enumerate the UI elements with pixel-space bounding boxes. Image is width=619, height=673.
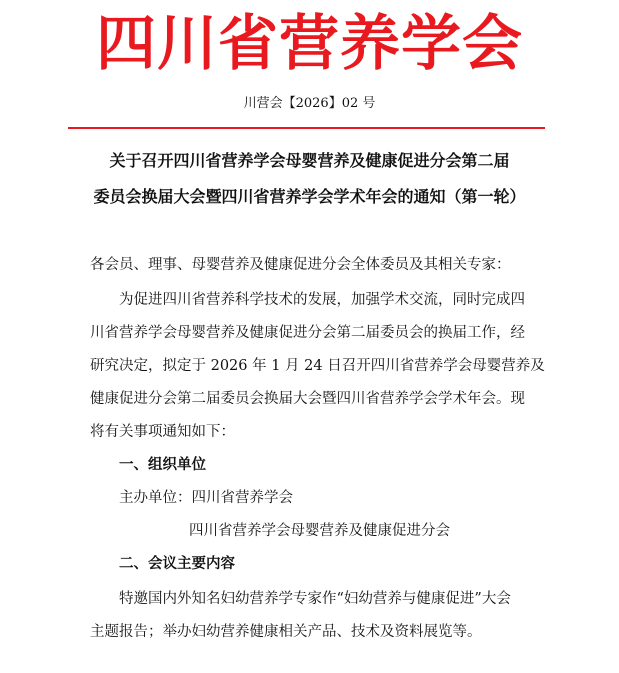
- intro-line: 研究决定，拟定于 2026 年 1 月 24 日召开四川省营养学会母婴营养及: [90, 358, 545, 374]
- document-number: 川营会【2026】02 号: [243, 96, 376, 111]
- organization-letterhead: 四川省营养学会: [96, 9, 523, 79]
- content-line: 主题报告；举办妇幼营养健康相关产品、技术及资料展览等。: [90, 624, 482, 640]
- host-organizer: 主办单位：四川省营养学会: [119, 490, 293, 506]
- intro-line: 川省营养学会母婴营养及健康促进分会第二届委员会的换届工作，经: [90, 325, 525, 341]
- salutation: 各会员、理事、母婴营养及健康促进分会全体委员及其相关专家：: [90, 257, 511, 273]
- section-heading-organizers: 一、组织单位: [119, 456, 206, 473]
- content-line: 特邀国内外知名妇幼营养学专家作“妇幼营养与健康促进”大会: [119, 591, 511, 607]
- host-organizer-second: 四川省营养学会母婴营养及健康促进分会: [189, 523, 450, 539]
- notice-title-line-1: 关于召开四川省营养学会母婴营养及健康促进分会第二届: [109, 151, 510, 170]
- intro-line: 为促进四川省营养科学技术的发展，加强学术交流，同时完成四: [119, 292, 525, 308]
- section-heading-content: 二、会议主要内容: [119, 555, 235, 572]
- letterhead-divider: [68, 127, 545, 129]
- intro-line: 将有关事项通知如下：: [90, 424, 235, 440]
- notice-title-line-2: 委员会换届大会暨四川省营养学会学术年会的通知（第一轮）: [93, 187, 526, 206]
- intro-line: 健康促进分会第二届委员会换届大会暨四川省营养学会学术年会。现: [90, 391, 525, 407]
